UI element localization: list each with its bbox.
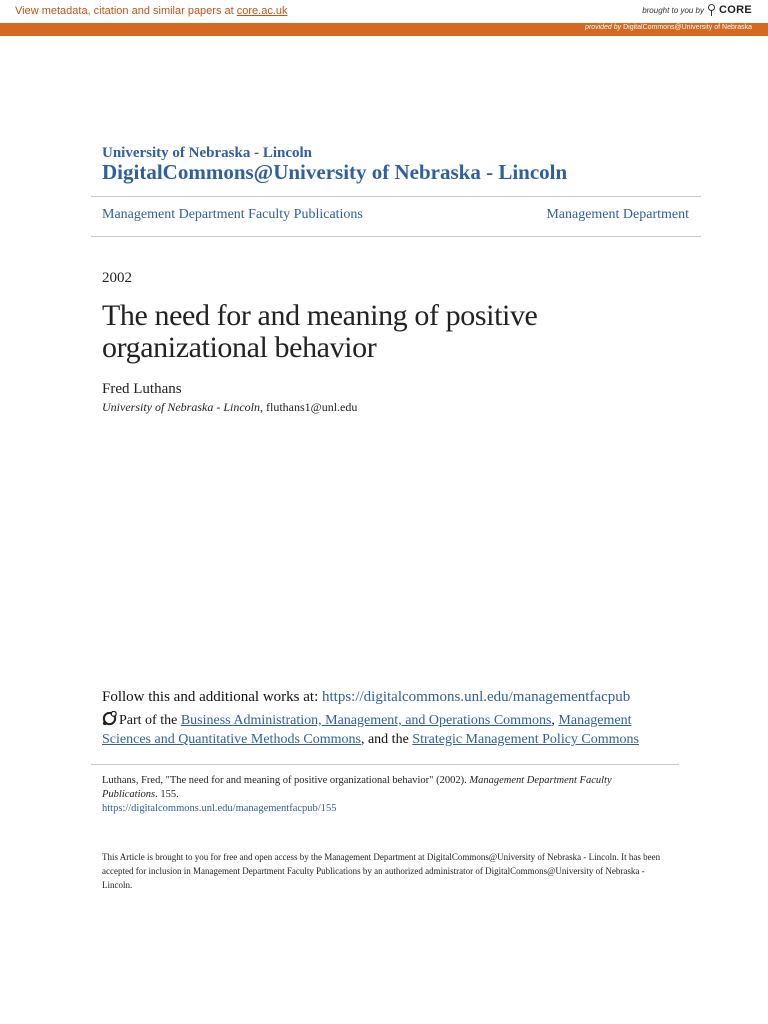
core-link[interactable]: core.ac.uk: [236, 5, 288, 17]
follow-works: [102, 689, 630, 706]
core-banner: [0, 0, 768, 24]
affiliation-name: University of Nebraska - Lincoln: [102, 400, 260, 414]
citation-suffix: . 155.: [155, 789, 179, 800]
follow-url-link[interactable]: https://digitalcommons.unl.edu/managementfacpub: [321, 689, 631, 705]
part-of-separator-2: , and the: [360, 732, 413, 747]
brought-to-you-text: brought to you by: [642, 5, 705, 15]
core-logo-icon: [707, 4, 716, 16]
citation-url-link[interactable]: https://digitalcommons.unl.edu/managementfacpub/155: [102, 803, 337, 814]
divider-bottom: [91, 236, 701, 237]
author-affiliation: [102, 400, 357, 415]
part-of-prefix: Part of the: [119, 713, 181, 728]
part-of-separator-1: ,: [551, 713, 559, 728]
follow-label: Follow this and additional works at:: [102, 689, 322, 705]
author-email: , fluthans1@unl.edu: [259, 400, 358, 414]
institution-link[interactable]: University of Nebraska - Lincoln: [102, 145, 312, 161]
part-of-commons: [102, 711, 662, 749]
collection-link[interactable]: Management Department Faculty Publications: [102, 207, 363, 222]
commons-link-management-sciences[interactable]: Management Sciences and Quantitative Methods Commons: [102, 713, 632, 747]
core-logo-text: CORE: [719, 4, 752, 16]
department-link[interactable]: Management Department: [546, 207, 689, 222]
publication-year: 2002: [102, 270, 132, 286]
core-brand[interactable]: [642, 4, 752, 16]
commons-link-strategic[interactable]: Strategic Management Policy Commons: [412, 732, 639, 747]
core-metadata-text: [15, 5, 288, 17]
core-metadata-label: View metadata, citation and similar papers at: [15, 5, 237, 17]
provided-by-text[interactable]: [585, 24, 752, 31]
recommended-citation: [102, 774, 667, 816]
repository-link[interactable]: DigitalCommons@University of Nebraska - Lincoln: [102, 160, 568, 184]
author-name: Fred Luthans: [102, 381, 182, 397]
provided-by-prefix: provided by: [584, 24, 622, 31]
citation-journal: Management Department Faculty Publications: [102, 775, 612, 800]
provided-by-source: DigitalCommons@University of Nebraska: [623, 24, 752, 31]
access-notice: This Article is brought to you for free and open access by the Management Department at DigitalCommons@University of Nebraska - Lincoln. It has been accepted for inclusion in Management Department Faculty Publications by an authorized administrator of DigitalCommons@University of Nebraska - Lincoln.: [102, 852, 661, 890]
divider-citation: [91, 764, 679, 765]
divider-top: [91, 196, 701, 197]
citation-text: Luthans, Fred, "The need for and meaning of positive organizational behavior" (2002).: [102, 775, 470, 786]
provided-by-bar: [0, 23, 768, 36]
commons-network-icon: [102, 711, 117, 726]
article-title: The need for and meaning of positive organizational behavior: [102, 299, 538, 364]
commons-link-business[interactable]: Business Administration, Management, and Operations Commons: [180, 713, 552, 728]
